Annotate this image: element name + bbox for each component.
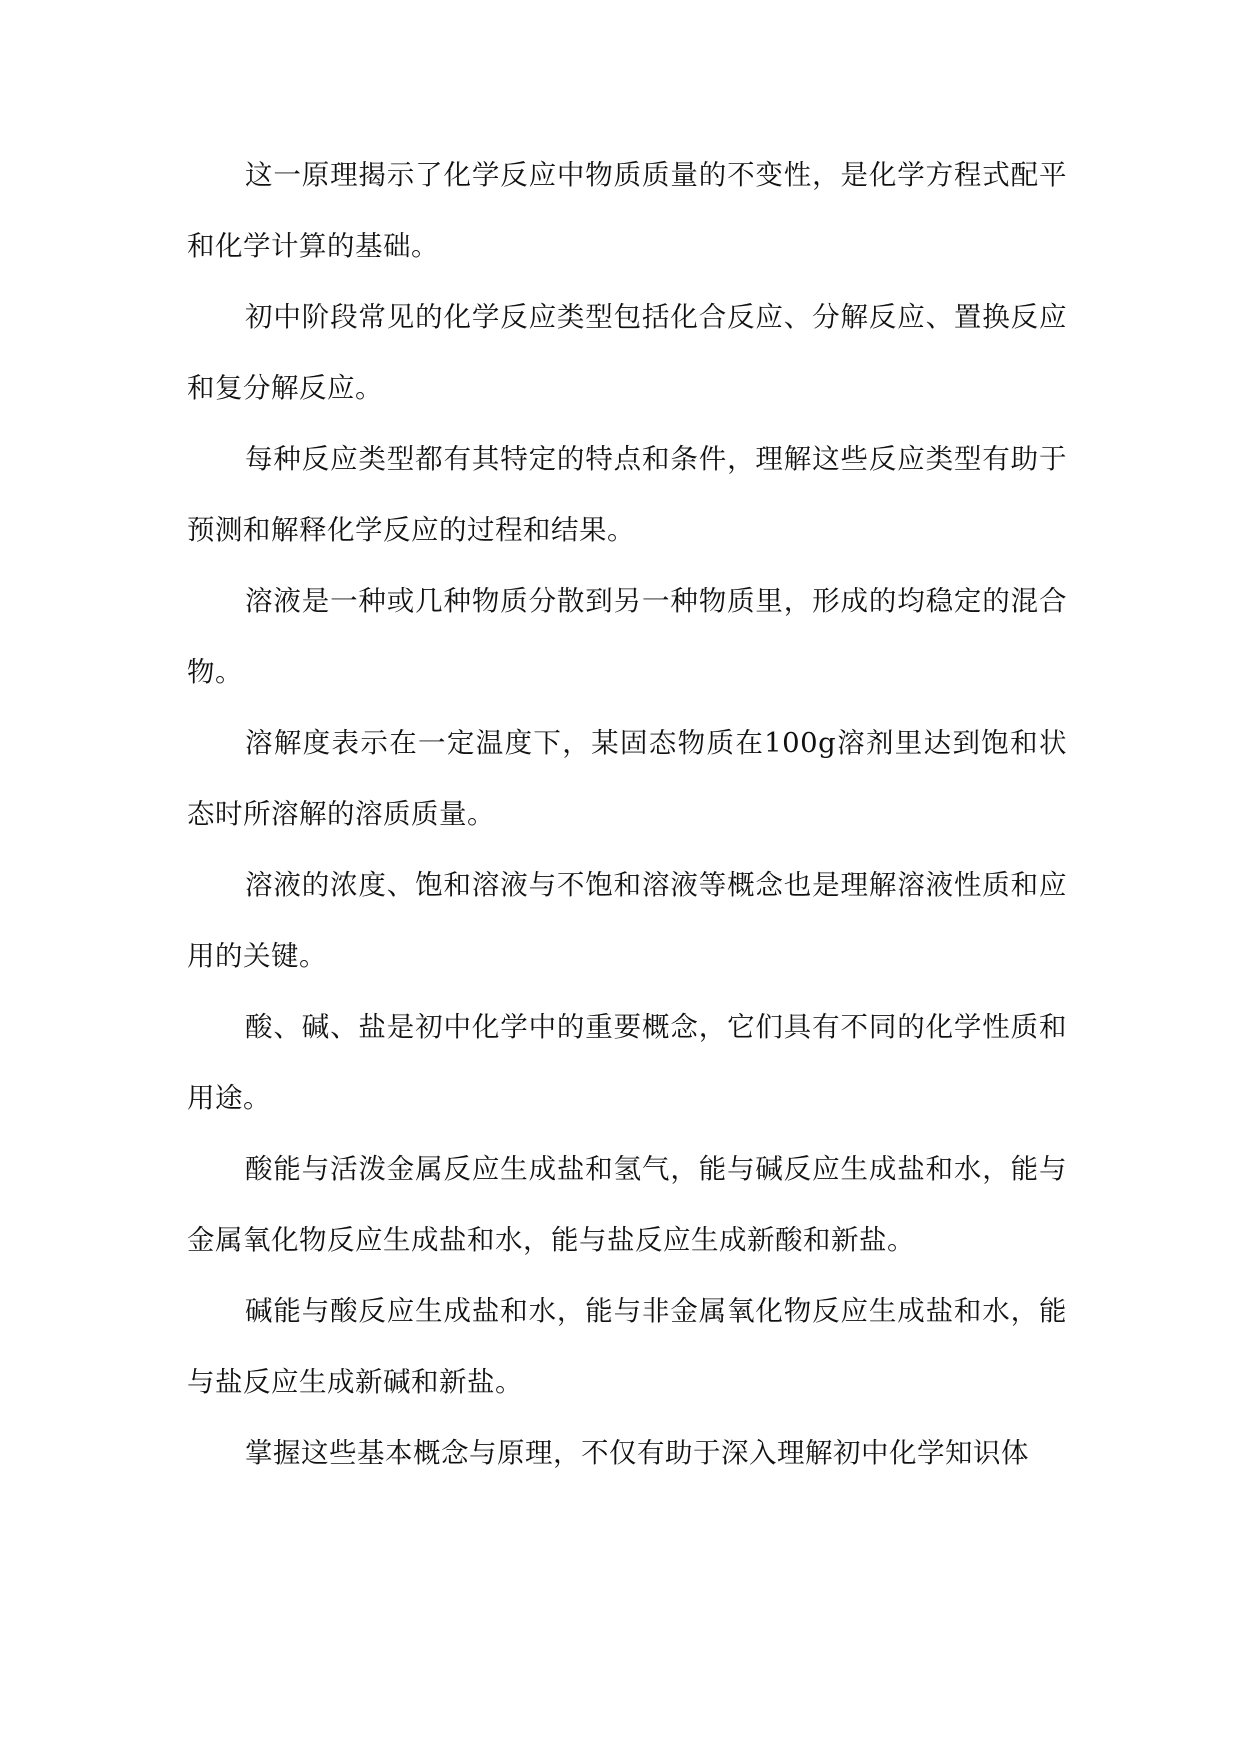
paragraph: 掌握这些基本概念与原理，不仅有助于深入理解初中化学知识体 [245, 1437, 1029, 1469]
paragraph: 碱能与酸反应生成盐和水，能与非金属氧化物反应生成盐和水，能与盐反应生成新碱和新盐。 [187, 1295, 1067, 1398]
paragraph: 每种反应类型都有其特定的特点和条件，理解这些反应类型有助于预测和解释化学反应的过程和结果。 [187, 443, 1067, 546]
paragraph: 溶解度表示在一定温度下，某固态物质在100g溶剂里达到饱和状态时所溶解的溶质质量。 [187, 727, 1067, 830]
paragraph: 酸、碱、盐是初中化学中的重要概念，它们具有不同的化学性质和用途。 [187, 1011, 1067, 1114]
paragraph: 溶液的浓度、饱和溶液与不饱和溶液等概念也是理解溶液性质和应用的关键。 [187, 869, 1067, 972]
paragraph: 酸能与活泼金属反应生成盐和氢气，能与碱反应生成盐和水，能与金属氧化物反应生成盐和水，能与盐反应生成新酸和新盐。 [187, 1153, 1067, 1256]
paragraph: 初中阶段常见的化学反应类型包括化合反应、分解反应、置换反应和复分解反应。 [187, 301, 1067, 404]
paragraph: 溶液是一种或几种物质分散到另一种物质里，形成的均稳定的混合物。 [187, 585, 1067, 688]
paragraph: 这一原理揭示了化学反应中物质质量的不变性，是化学方程式配平和化学计算的基础。 [187, 159, 1067, 262]
body-text [187, 140, 1067, 1489]
